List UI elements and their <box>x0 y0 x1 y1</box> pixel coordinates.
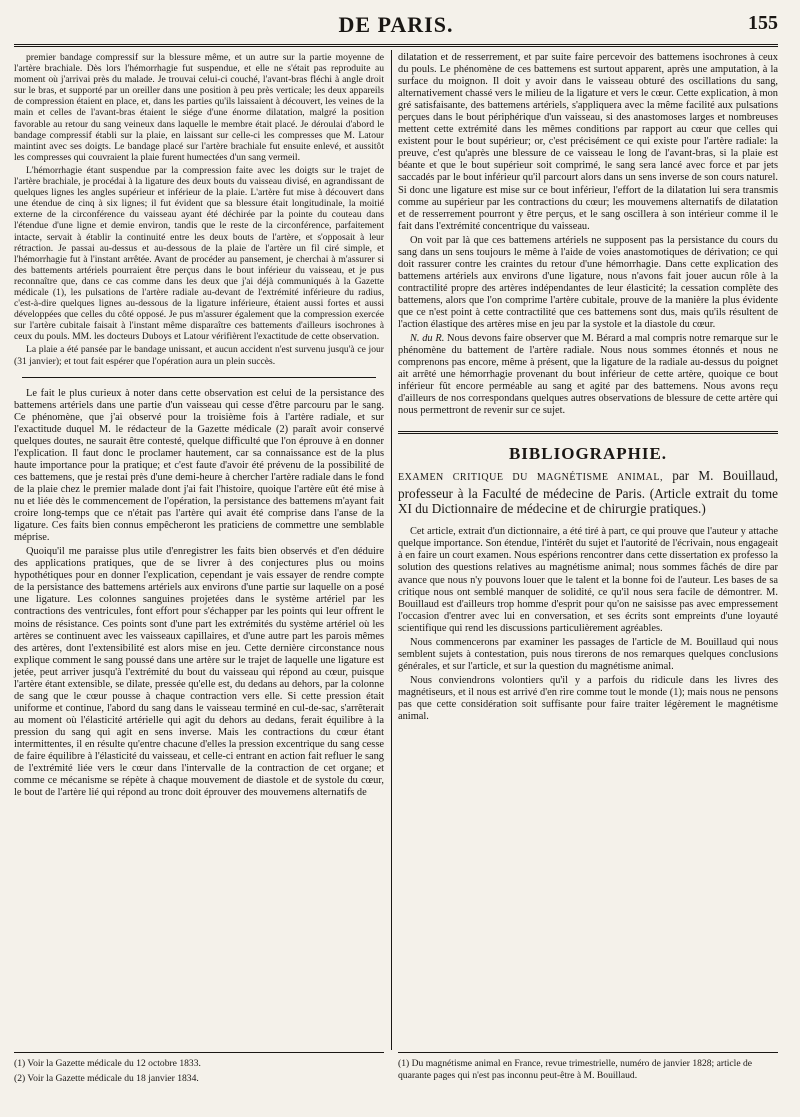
section-rule <box>398 431 778 434</box>
header-rule <box>14 44 778 47</box>
right-footnotes <box>398 1058 778 1085</box>
column-divider <box>391 50 392 1050</box>
case-paragraph: L'hémorrhagie étant suspendue par la compression faite avec les doigts sur le trajet de l'artère brachiale, je procédai à la ligature des deux bouts du vaisseau divisé, en agrandissant de quelques lignes les angles supérieur et inférieur de la plaie. L'artère fut mise à découvert dans une étendue de cinq à six lignes; il fut évident que sa blessure était longitudinale, la moitié externe de la circonférence du vaisseau ayant été déchirée par la pointe du couteau dans l'étendue d'une ligne et demie environ, tandis que le reste de la circonférence, parfaitement intacte, servait à établir la continuité entre les deux bouts de l'artère, et s'opposait à leur rétraction. Je passai au-dessus et au-dessous de la plaie de l'artère un fil ciré simple, et l'hémorrhagie fut à l'instant arrêtée. Avant de procéder au pansement, je cherchai à m'assurer si des battements artériels pourraient être perçus dans le bout inférieur du vaisseau, et je pus reconnaître que, dans ce cas comme dans les deux que j'ai déjà communiqués à la Gazette médicale (1), les pulsations de l'artère radiale au-devant de l'extrémité inférieure du radius, c'est-à-dire quelques lignes au-dessous de la ligature inférieure, étaient aussi fortes et aussi développées que celles du côté opposé. Je pus m'assurer également que la compression exercée sur l'artère cubitale faisait à l'instant même disparaître ces battements d'ailleurs isochrones à ceux du pouls. MM. les docteurs Duboys et Latour vérifièrent l'exactitude de cette observation. <box>14 164 384 343</box>
review-paragraph: Nous commencerons par examiner les passages de l'article de M. Bouillaud qui nous semblent sujets à contestation, puis nous tirerons de nos remarques quelques conclusions générales, et sur l'article, et sur la question du magnétisme animal. <box>398 636 778 672</box>
editor-note <box>398 333 778 417</box>
case-paragraph: La plaie a été pansée par le bandage unissant, et aucun accident n'est survenu jusqu'à ce jour (31 janvier); et tout fait espérer que l'opération aura un plein succès. <box>14 344 384 367</box>
case-paragraph: premier bandage compressif sur la blessure même, et un autre sur la partie moyenne de l'artère brachiale. Dès lors l'hémorrhagie fut suspendue, et elle ne s'était pas reproduite au moment où j'arrivai près du malade. Je trouvai celui-ci couché, l'avant-bras fléchi à angle droit sur le bras, et supporté par un oreiller dans une position à peu près verticale; les deux appareils de compression étaient en place, et, dans les parties qu'ils laissaient à découvert, les veines de la main et celles de l'avant-bras étaient le siége d'une énorme dilatation, malgré la position favorable au retour du sang veineux dans laquelle le membre était placé. Je déroulai d'abord le bandage compressif établi sur la plaie, en laissant sur celle-ci les compresses que M. Latour maintint avec ses doigts. Le bandage placé sur l'artère brachiale fut ensuite enlevé, et aussitôt les compresses qui couvraient la plaie furent humectées d'un sang vermeil. <box>14 52 384 163</box>
footnote: (2) Voir la Gazette médicale du 18 janvier 1834. <box>14 1073 199 1084</box>
review-title-rest: par M. Bouillaud, professeur à la Faculté de médecine de Paris. (Article extrait du tome XI du Dictionnaire de médecine et de chirurgie pratiques.) <box>398 468 778 517</box>
left-column <box>14 52 384 801</box>
footnote-rule-right <box>398 1052 778 1053</box>
body-paragraph: Le fait le plus curieux à noter dans cette observation est celui de la persistance des battemens artériels dans une partie d'un vaisseau qui cesse d'être parcouru par le sang. Ce phénomène, que j'ai observé pour la troisième fois à l'artère radiale, et sur l'exactitude duquel M. le rédacteur de la Gazette médicale (2) paraît avoir conservé quelques doutes, ne saurait être contesté, quelque difficulté que l'on éprouve à en donner l'explication. Il faut donc le proclamer hautement, car sa connaissance est de la plus haute importance pour la pratique; et c'est faute d'avoir été prévenu de la possibilité de ces battemens, que je restai près d'une demi-heure à chercher l'artère radiale dans le fond de la plaie chez le premier malade dont j'ai fait l'histoire, quoique l'artère eût été mise à nu et liée dès le commencement de l'opération, la persistance des battemens m'ayant fait croire long-temps que ce n'était pas l'artère qui avait été comprise dans l'anse de la ligature. Ces faits bien connus empêcheront les praticiens de commettre une semblable méprise. <box>14 387 384 544</box>
editor-note-label: N. du R. <box>410 333 445 345</box>
right-column <box>398 52 778 725</box>
left-footnotes <box>14 1058 384 1088</box>
review-paragraph: Nous conviendrons volontiers qu'il y a parfois du ridicule dans les livres des magnétiseurs, et il nous est arrivé d'en rire comme tout le monde (1); mais nous ne pensons pas que cette considération soit suffisante pour faire traiter légèrement le magnétisme animal. <box>398 674 778 723</box>
body-paragraph: Quoiqu'il me paraisse plus utile d'enregistrer les faits bien observés et d'en déduire des applications pratiques, que de se livrer à des conjectures plus ou moins hypothétiques pour en donner l'explication, cependant je vais essayer de rendre compte de la persistance des battemens artériels aux environs d'une partie sur laquelle on a posé une ligature. Les colonnes sanguines projetées dans le système artériel par les contractions des ventricules, font effort pour s'échapper par les points qui leur offrent le moins de résistance. Ces points sont d'une part les extrémités du système artériel où les artères se continuent avec les vaisseaux capillaires, et d'une autre part les parois mêmes des artères, dont l'extensibilité est alors mise en jeu. Cette dernière circonstance nous explique comment le sang poussé dans une artère sur le trajet de laquelle une ligature est jetée, peut arriver jusqu'à l'extrémité du bout du vaisseau qui répond au cœur, puisque l'artère étant extensible, se dilate, pressée qu'elle est, du dedans au dehors, par la colonne de sang que le cœur pousse à chaque contraction vers elle. Si cette pression était uniforme et continue, l'abord du sang dans le vaisseau terminé en cul-de-sac, s'arrêterait au moment où l'élasticité artérielle qui agit du dehors au dedans, ferait équilibre à la pression du sang qui agit en sens inverse. Mais les contractions du cœur étant intermittentes, il en résulte qu'entre chacune d'elles la pression excentrique du sang cesse de faire équilibre à l'élasticité du vaisseau, et celle-ci entrant en action fait refluer le sang de l'extrémité liée vers le cœur dans l'intervalle de la contraction de cet organe; et comme ce mécanisme se répète à chaque mouvement de diastole et de systole du cœur, le bout de l'artère lié qui répond au tronc doit éprouver des mouvemens alternatifs de <box>14 546 384 799</box>
page-number: 155 <box>748 12 778 34</box>
footnote: (1) Voir la Gazette médicale du 12 octobre 1833. <box>14 1058 201 1069</box>
review-paragraph: Cet article, extrait d'un dictionnaire, a été tiré à part, ce qui prouve que l'auteur y attache quelque importance. Son étendue, l'intérêt du sujet et l'autorité de l'écrivain, nous engageait à en faire un court examen. Nous espérions rencontrer dans cette dissertation ex professo la solution des questions relatives au magnétisme animal; nous sommes fâchés de dire par avance que nous n'y pouvons louer que le talent et la bonne foi de l'auteur. Les bases de sa critique nous ont semblé manquer de solidité, ce qu'il nous sera facile de démontrer. M. Bouillaud est d'ailleurs trop homme d'esprit pour qu'on ne saisisse pas avec empressement l'occasion d'entrer avec lui en conversation, et ses écrits sont empreints d'une loyauté scientifique qui rend les discussions particulièrement agréables. <box>398 526 778 634</box>
body-paragraph: dilatation et de resserrement, et par suite faire percevoir des battemens isochrones à ceux du pouls. Le phénomène de ces battemens est surtout apparent, après une amputation, à la surface du moignon. Il doit y avoir dans le vaisseau obturé des oscillations du sang, alternativement chassé vers le milieu de la ligature et vers le cœur. Cette explication, à mon gré satisfaisante, des battemens artériels, s'appliquera avec la même facilité aux pulsations perçues dans le bout périphérique d'un vaisseau, si des anastomoses larges et nombreuses mettent cette extrémité dans les mêmes conditions par rapport au cœur que celles qui existent pour le bout supérieur; or, c'est précisément ce qui existe pour l'artère radiale: la preuve, c'est qu'après une blessure de ce vaisseau le long de l'avant-bras, si la plaie est béante et que le bout supérieur soit comprimé, le sang sera lancé avec force et par jets saccadés par le bout inférieur qu'il parcourt alors dans un sens inverse de son cours naturel. Si donc une ligature est mise sur ce bout inférieur, l'effort de la dilatation lui sera transmis comme au supérieur par les contractions du cœur; les mouvemens alternatifs de dilatation et de resserrement pourront y être perçus, et le sang oscillera à son intérieur comme il le fait dans l'extrémité concentrique du vaisseau. <box>398 52 778 232</box>
section-separator <box>22 377 376 378</box>
footnote-rule-left <box>14 1052 384 1053</box>
editor-note-text: Nous devons faire observer que M. Bérard a mal compris notre remarque sur le phénomène du battement de l'artère radiale. Nous nous sommes étonnés et nous ne comprenons pas encore, même à présent, que la ligature de la radiale au-dessus du poignet ait arrêté une hémorrhagie provenant du bout inférieur de cette artère, quoique ce bout inférieur fût encore perméable au sang et agité par des battemens. Nous avons reçu d'ailleurs de nos correspondans quelques autres observations de blessure de cette artère qui nous permettront de revenir sur ce sujet. <box>398 333 778 417</box>
body-paragraph: On voit par là que ces battemens artériels ne supposent pas la persistance du cours du sang dans un sens toujours le même à l'aide de voies anastomotiques de dérivation; ce qui doit rassurer contre les craintes du retour d'une hémorrhagie. Dans cette explication des battemens artériels aux environs d'une ligature, nous n'avons fait jouer aucun rôle à la contractilité propre des artères indépendantes de leur élasticité; la cessation complète des battemens, alors que l'on comprime l'artère cubitale, prouve de la manière la plus évidente que ce n'est point à cette contractilité que ces battemens sont dus, mais qu'ils résultent de l'action élastique des artères mise en jeu par la systole et la diastole du cœur. <box>398 234 778 331</box>
review-title <box>398 468 778 516</box>
running-title: DE PARIS. <box>338 12 454 37</box>
footnote: (1) Du magnétisme animal en France, revue trimestrielle, numéro de janvier 1828; article de quarante pages qui n'est pas inconnu peut-être à M. Bouillaud. <box>398 1058 753 1081</box>
review-title-caps: EXAMEN CRITIQUE DU MAGNÉTISME ANIMAL, <box>398 472 663 484</box>
section-heading: BIBLIOGRAPHIE. <box>508 444 668 464</box>
page-header <box>14 10 778 42</box>
